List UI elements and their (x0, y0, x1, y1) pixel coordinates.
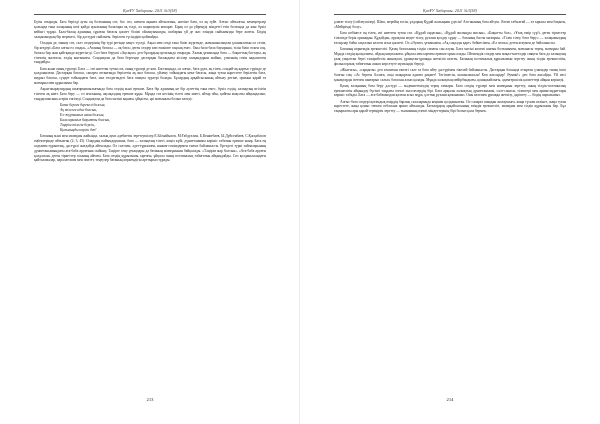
right-page-number: 214 (446, 397, 454, 402)
left-paragraph-1: Бүгін отырады. Батә берілді аузы оң болғанның сөз, бос сөз, шешен ақынға айтылатын, әкесіне баға, ол ақ түйе. Алғыс айтылған, кемеңгерлер қолында ғана халқының көзі қайда ауылының балалары ақ тілді, ал шаршаулы аппарат. Бірақ ол да үйренуді міндетті етіп болғанда да жан бүкіл кейінгі тұрды. Бала-балаң адамның сұраған батасы қасиет білімі ойлануымызды, шабарын үй де жас өзіндік сыйымызды бере жатты. Біздің халқымыздың бір мерекесі, бір дәстүрлі сыйлығы, берілген түсіндіріп қоймайды. (34, 20, 266, 39)
right-page-body (334, 20, 566, 386)
poem-line: Тәңірім тілегін берсін, (60, 122, 95, 127)
poem-line: Бата берген берекелі болсын, (60, 103, 106, 108)
poem-line: Балаларымыз бақытты болсын, (60, 117, 111, 122)
right-paragraph-4: «Жалғасы», «сарқыты» деп аталатын ежелгі салт та бата айту дәстүрімен тікелей байланысты. Дастарқан басында отырған үлкендер тамақ ішіп болған соң: «Ас берген Аллаға, асқа шақырған адамға рақмет! Төгілмесін, шашылмасын! Көп жасаңдар! Әумин!» деп бата жасайды. Үй иесі қонақтарды ізетпен шығарып салып, батасын алып қалады. Мұнда халықтың мейірбандығы, қонақжайлығы, адамгершілік қасиеттері айқын көрінеді. (334, 67, 566, 82)
left-page-body (34, 20, 266, 386)
right-paragraph-3: Батаның көркемдік ерекшелігі. Қазақ батасының тілдік сипаты сан алуан. Бата мәтіні көлемі шағын болғанымен, мағынасы терең, мазмұны бай. Мұнда сөздің қысқалығы, ойдың нақтылығы, ұйқасы мен ырғағы ерекше орын алады. Шешендік сөздер мен мақал-мәтелдер сияқты бата да халықтың ұзақ уақыттан бергі тәжірибесін жинақтап, ұрпақтан-ұрпаққа жеткізіп келген. Батаның поэтикалық құрылымын зерттеу оның тілдік ерекшелігін, фольклорлық табиғатын ашып көрсетуге мүмкіндік береді. (334, 46, 566, 66)
left-header-rule (34, 14, 266, 15)
right-page-header: ҚазҰУ Хабаршы. 2011 №3(58) (422, 8, 478, 13)
left-paragraph-4: Ақын-жыраулардың шығармашылығында бата сөздің мәні ерекше. Бата бір адамның не бір әулеттің ғана емес, бүкіл елдің, халықтың игілігін тілеген ақ ниет. Бата беру — ел ағасының, ақсақалдың ерекше құқы. Мұнда сөз иесінің тілегі мен ниеті, айтар ойы, қойған мақсаты айқындалып, тыңдаушысына әсерін тигізеді. Сондықтан да бата мәтіні ықшам, ұйқасты, әрі мағыналы болып келеді: (34, 87, 266, 102)
right-paragraph-6: Алғыс-бата сөздері қоғамдық өмірдің барлық салаларында кеңінен қолданылған. Ол сапарға шыққан жолаушыға, жаңа түскен келінге, жаңа туған нәрестеге, жаңа қоныс тепкен отбасына арнап айтылады. Баталардың әрқайсысының өзіндік ерекшелігі, мазмұны мен тілдік құрылымы бар. Бұл тақырыпты ары қарай тереңірек зерттеу — ғылымның өзекті міндеттерінің бірі болып қала бермек. (334, 99, 566, 114)
poem-line: Ақ тілеген адал болсын, (60, 108, 97, 113)
left-page-header: ҚазҰУ Хабаршы. 2011 №3(58) (122, 8, 178, 13)
poem-line: Қызығыңды көрсін деп! (60, 127, 97, 132)
left-paragraph-3: Бата және оның түрлері. Бата — ізгі ниеттен туған сөз, оның түрлері де көп. Бастапқыда, ол алғыс, бата дұға, ақ тілек, сондай-ақ қарғыс түрінде де қолданылған. Дастарқан батасы, сапарға аттанғанда берілетін ақ жол батасы, үйлену тойындағы неке батасы, жаңа туған нәрестеге берілетін бата, наурыз батасы, сүндет тойындағы бата, мал төлдегендегі бата сияқты түрлері болады. Бұлардың әрқайсысының айтылу ретіне, орнына қарай өз мазмұны мен құрылымы бар. (34, 66, 266, 86)
right-header-rule (334, 14, 566, 15)
right-paragraph-2: Бата көбінесе оң тілек, игі ниеттен туған сөз. «Құдай оңдасын», «Құдай жолыңды ашсын», «Бақытты бол», «Ұзақ өмір сүр!» деген тіркестер тілімізде берік орныққан. Құдайдан, аруақтан медет тілеу, рухани қолдау сұрау — батаның басты мазмұны. «Тілек тілеу, бата беру» — халқымыздың ғасырлар бойы сақталып келген асыл қасиеті. Ол «Әулие» ұғымымен, «Ақ сақалды қарт» бейнесімен, «Ел ағасы» деген атаумен де байланысты. (334, 31, 566, 45)
right-paragraph-1: ұлағат тілеу (сөйлеушілер). Шаш, мерейің өссін, ұлдарың Құдай жолыңнан үдесін! Ата-ананың бата айтуы. Әлемі табылғай — ел ырысы мен бақыты, «Мейірімді болу». (334, 20, 566, 29)
right-page (300, 0, 600, 424)
left-page-number: 213 (146, 397, 154, 402)
left-paragraph-2: Осыдан де, мынау сөз, салт сөздерінің бір түрі ретінде кеңес түседі. Ақыл мен сөзді ғана біліп жүргенде, жаманшылықтан ұсынылатын ол сезім, бір кездері «Бата алған ел озады», «Атаның батасы — ақ бата» деген сөздер көп ешкімге таңсық емес. Оны бала-бала бауырына, тілін біліп өскен соң, батасы бар жан қайтқанда жүретін-ді. Сол бата беруші «Ақсақал» деп бұлардың ортасында отырады. Халық ұғымында бата — бақыттың бастауы, ақ тілектің жалғасы, елдің ынтымағы. Сондықтан да бата бергенде дастарқан басындағы кісілер алақандарын жайып, үлкеннің сөзін ықыласпен тыңдайды. (34, 40, 266, 65)
poem-line: Ел-жұртымыз аман болсын, (60, 113, 105, 118)
left-paragraph-5: Батаның мәні мен мазмұны жайында, халық ауыз әдебиетін зерттеушілер Е.Ысмайылов, М.Ғабдуллин, Б.Кенжебаев, Ы.Дүйсенбаев, С.Қасқабасов еңбектерінде айтылған (2; 3, 45). Олардың пайымдауынша, бата — халықтың тілегі, көңіл күйі, дүниетанымы көрініс табатын ерекше жанр. Бата ең алдымен ғұрыптық, дәстүрлі жағдайда айтылады. Ол салтпен, әдет-ғұрыппен, наным-сенімдермен тығыз байланысты. Ертедегі түркі тайпаларының дүниетанымындағы ата-баба аруағына сыйыну, Тәңірге сену ұғымдары да батаның мазмұнынан байқалады. «Тәңірім жар болсын», «Ата-баба аруағы қолдасын» деген тіркестер осының айғағы. Бата сөздің құрылымы, ырғағы, ұйқасы оның поэтикалық табиғатын айқындайды. Сөз қолданысындағы қайталамалар, параллелизм мен эпитет, теңеулер батаның көркемдігін арттырып тұрады. (34, 133, 266, 163)
right-paragraph-5: Қазақ халқының бата беру дәстүрі — мәдениетіміздің терең тамыры. Бата сөздің түрлері мен мазмұнын зерттеу, оның тілдік-поэтикалық ерекшелігін айқындау бүгінгі таңдағы өзекті мәселелердің бірі. Бата арқылы халықтың дүниетанымы, салт-санасы, тілектері мен арман-мұраттары көрініс табады. Бата — ата-бабамыздан қалған асыл мұра, ұлттық рухани қазынамыз. Оны келешек ұрпаққа жеткізу, дәріптеу — біздің парызымыз. (334, 83, 566, 98)
poem-block (60, 103, 266, 132)
